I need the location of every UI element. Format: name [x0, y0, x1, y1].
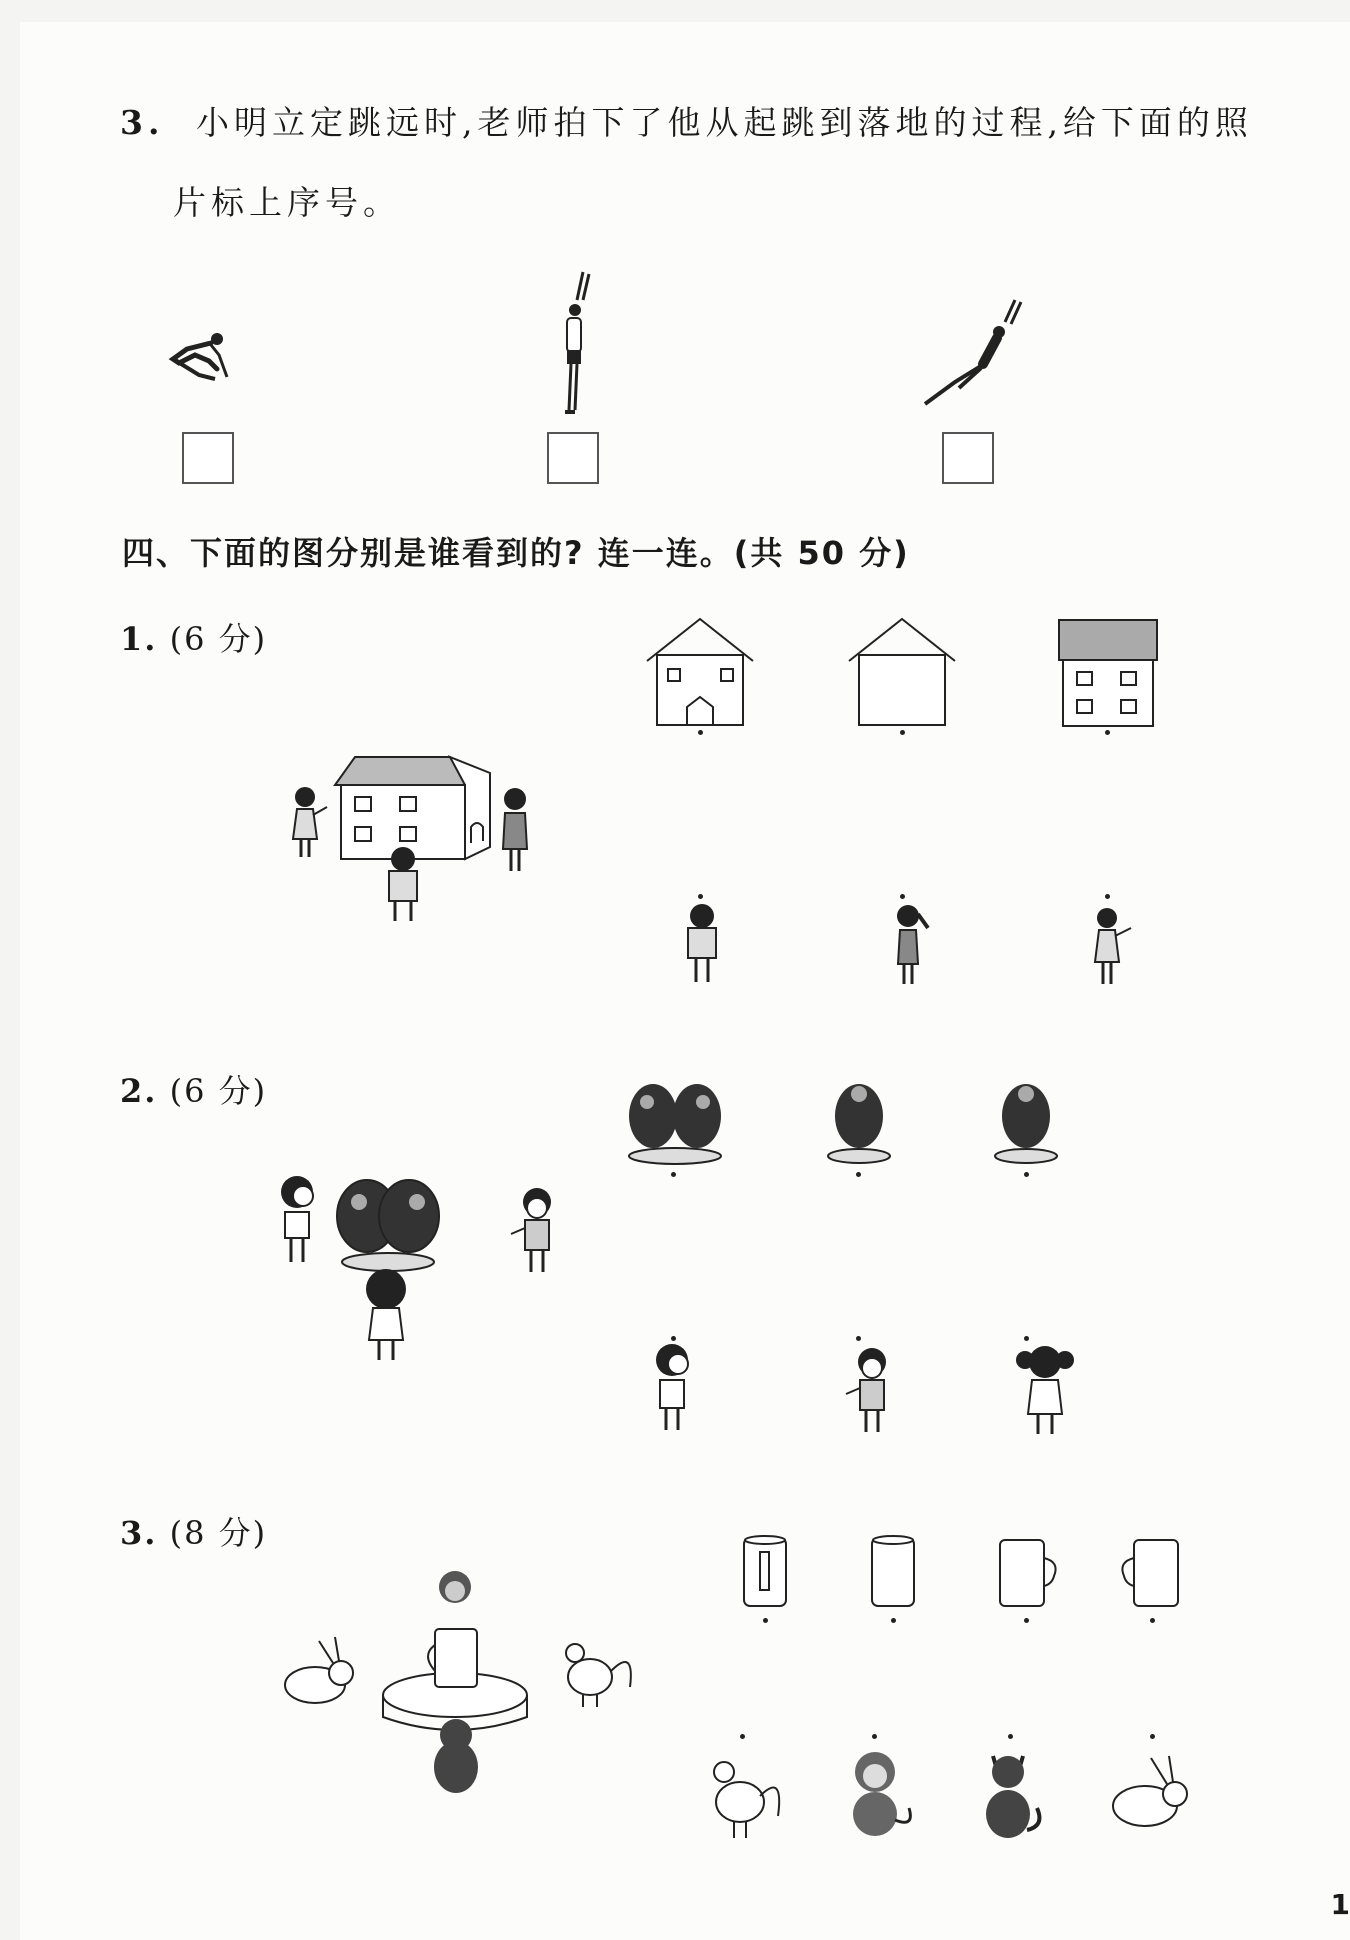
- rooster-icon: [700, 1752, 784, 1842]
- dot-obs2-3[interactable]: [1024, 1336, 1029, 1341]
- sub2-heading: [120, 1066, 267, 1112]
- house-side-view-icon: [847, 617, 957, 729]
- dot-obs3-3[interactable]: [1008, 1734, 1013, 1739]
- q3-line1: 小明立定跳远时,老师拍下了他从起跳到落地的过程,给下面的照: [195, 103, 1253, 142]
- girl-back-icon: [1010, 1344, 1080, 1436]
- dot-view1-3[interactable]: [1105, 730, 1110, 735]
- q3-answer-box-3[interactable]: [942, 432, 994, 484]
- boy-left-figure: [281, 1176, 313, 1262]
- dot-view1-1[interactable]: [698, 730, 703, 735]
- rooster-scene-figure: [566, 1644, 631, 1707]
- dot-obs1-1[interactable]: [698, 894, 703, 899]
- dot-obs3-2[interactable]: [872, 1734, 877, 1739]
- cup-handle-right-icon: [996, 1536, 1060, 1612]
- dot-view3-2[interactable]: [891, 1618, 896, 1623]
- girl-side-icon: [886, 904, 936, 986]
- jumper-midair-icon: [915, 294, 1035, 424]
- cat-icon: [975, 1748, 1045, 1842]
- owl-side-view-icon: [826, 1072, 892, 1166]
- dot-view2-1[interactable]: [671, 1172, 676, 1177]
- girl-left-figure: [293, 787, 327, 857]
- dot-obs3-1[interactable]: [740, 1734, 745, 1739]
- cup-scene-icon: [275, 1567, 650, 1807]
- owls-front-view-icon: [627, 1072, 723, 1166]
- girl-right-owl-figure: [511, 1188, 551, 1272]
- rabbit-scene-figure: [285, 1637, 353, 1703]
- house-front-view-icon: [645, 617, 755, 729]
- sub1-heading: [120, 614, 267, 660]
- owl-scene-icon: [275, 1162, 575, 1372]
- q3-answer-box-1[interactable]: [182, 432, 234, 484]
- q3-text-line2: 片标上序号。: [173, 183, 401, 222]
- boy-side-icon: [650, 1342, 702, 1434]
- owl-side-view-icon-2: [993, 1072, 1059, 1166]
- dot-obs1-3[interactable]: [1105, 894, 1110, 899]
- q3-number: 3.: [120, 103, 165, 142]
- house-scene-icon: [275, 737, 550, 927]
- dot-obs3-4[interactable]: [1150, 1734, 1155, 1739]
- jumper-takeoff-icon: [545, 270, 605, 450]
- dot-view3-4[interactable]: [1150, 1618, 1155, 1623]
- dot-obs2-1[interactable]: [671, 1336, 676, 1341]
- q3-answer-box-2[interactable]: [547, 432, 599, 484]
- sub3-number: 3.: [120, 1514, 158, 1552]
- girl-right-figure: [503, 788, 527, 871]
- sub1-number: 1.: [120, 620, 158, 658]
- sub2-number: 2.: [120, 1072, 158, 1110]
- dot-view2-2[interactable]: [856, 1172, 861, 1177]
- section4-title: 四、下面的图分别是谁看到的? 连一连。(共 50 分): [122, 534, 910, 572]
- jumper-landing-icon: [165, 327, 235, 437]
- cup-side-view-icon: [868, 1534, 918, 1612]
- sub2-points: (6 分): [169, 1072, 268, 1110]
- cup-back-view-icon: [740, 1534, 790, 1612]
- worksheet-page: [20, 22, 1350, 1940]
- monkey-icon: [835, 1748, 915, 1838]
- sub3-heading: [120, 1508, 267, 1554]
- page-number: 1: [1330, 1888, 1350, 1921]
- girl-pointing-icon: [1085, 906, 1139, 988]
- dot-obs2-2[interactable]: [856, 1336, 861, 1341]
- sub3-points: (8 分): [169, 1514, 268, 1552]
- dot-view1-2[interactable]: [900, 730, 905, 735]
- dot-view3-3[interactable]: [1024, 1618, 1029, 1623]
- rabbit-icon: [1105, 1750, 1200, 1832]
- boy-back-icon: [680, 904, 724, 986]
- q3-text-line1: [120, 97, 1253, 144]
- sub1-points: (6 分): [169, 620, 268, 658]
- cup-handle-left-icon: [1118, 1536, 1182, 1612]
- dot-view2-3[interactable]: [1024, 1172, 1029, 1177]
- boy-front-figure: [389, 847, 417, 921]
- dot-view3-1[interactable]: [763, 1618, 768, 1623]
- girl-front-icon: [840, 1344, 904, 1436]
- dot-obs1-2[interactable]: [900, 894, 905, 899]
- house-top-view-icon: [1057, 618, 1159, 728]
